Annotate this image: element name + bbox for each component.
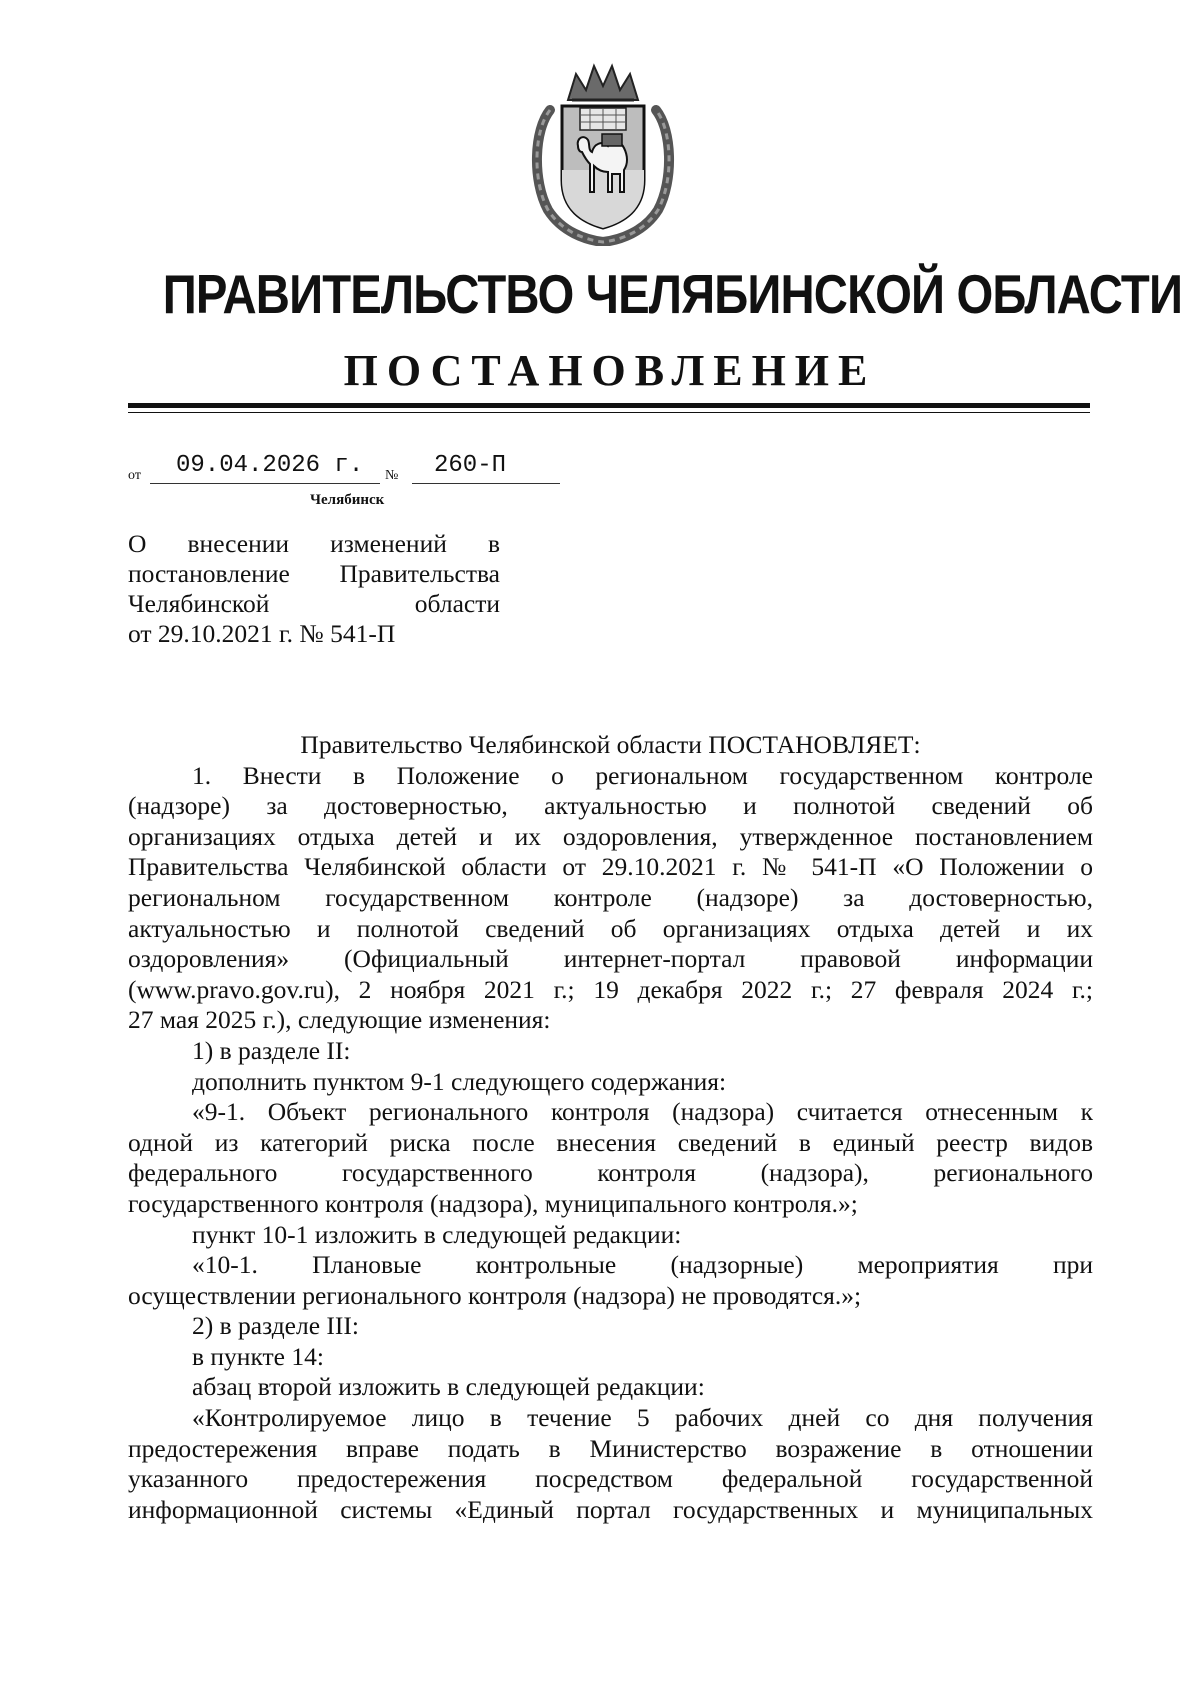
- subject-line: от 29.10.2021 г. № 541-П: [128, 619, 396, 648]
- body-line: предостережения вправе подать в Министерство возражение в отношении: [128, 1433, 1093, 1463]
- body-line: (www.pravo.gov.ru), 2 ноября 2021 г.; 19 декабря 2022 г.; 27 февраля 2024 г.;: [128, 974, 1093, 1004]
- number-label: №: [385, 468, 399, 483]
- subject-line: постановление Правительства: [128, 559, 500, 588]
- body-line: Правительства Челябинской области от 29.10.2021 г. № 541-П «О Положении о: [128, 852, 1093, 882]
- body-line: «Контролируемое лицо в течение 5 рабочих дней со дня получения: [192, 1403, 1093, 1433]
- body-line: организациях отдыха детей и их оздоровления, утвержденное постановлением: [128, 821, 1093, 851]
- document-subject: [128, 529, 500, 649]
- coat-of-arms-icon: [528, 60, 678, 246]
- header-rule-thin: [128, 412, 1090, 413]
- body-line: «9-1. Объект регионального контроля (надзора) считается отнесенным к: [192, 1097, 1093, 1127]
- body-line: в пункте 14:: [192, 1341, 324, 1371]
- subject-line: О внесении изменений в: [128, 529, 500, 558]
- body-line: 1. Внести в Положение о региональном государственном контроле: [192, 760, 1093, 790]
- body-line: федерального государственного контроля (надзора), регионального: [128, 1158, 1093, 1188]
- body-line: 1) в разделе II:: [192, 1035, 351, 1065]
- body-line: абзац второй изложить в следующей редакции:: [192, 1372, 705, 1402]
- body-line: региональном государственном контроле (надзоре) за достоверностью,: [128, 882, 1093, 912]
- body-line: одной из категорий риска после внесения сведений в единый реестр видов: [128, 1127, 1093, 1157]
- body-line: дополнить пунктом 9-1 следующего содержания:: [192, 1066, 727, 1096]
- body-line: 2) в разделе III:: [192, 1311, 359, 1341]
- body-line: актуальностью и полнотой сведений об организациях отдыха детей и их: [128, 913, 1093, 943]
- city: Челябинск: [310, 492, 385, 508]
- body-line: 27 мая 2025 г.), следующие изменения:: [128, 1005, 551, 1035]
- header-rule: [128, 403, 1090, 408]
- date-label: от: [128, 468, 141, 483]
- subject-line: Челябинской области: [128, 589, 500, 618]
- body-line: (надзоре) за достоверностью, актуальностью и полнотой сведений об: [128, 791, 1093, 821]
- body-line: оздоровления» (Официальный интернет-портал правовой информации: [128, 944, 1093, 974]
- document-body: [128, 730, 1093, 1525]
- body-line: государственного контроля (надзора), муниципального контроля.»;: [128, 1188, 858, 1218]
- body-line: «10-1. Плановые контрольные (надзорные) мероприятия при: [192, 1250, 1093, 1280]
- organization-title: ПРАВИТЕЛЬСТВО ЧЕЛЯБИНСКОЙ ОБЛАСТИ: [162, 263, 1183, 325]
- body-line: указанного предостережения посредством федеральной государственной: [128, 1464, 1093, 1494]
- body-line: осуществлении регионального контроля (надзора) не проводятся.»;: [128, 1280, 862, 1310]
- body-line: пункт 10-1 изложить в следующей редакции:: [192, 1219, 682, 1249]
- body-line: информационной системы «Единый портал государственных и муниципальных: [128, 1494, 1093, 1524]
- document-number: 260-П: [412, 452, 560, 484]
- document-date: 09.04.2026 г.: [150, 452, 380, 484]
- document-type: ПОСТАНОВЛЕНИЕ: [343, 346, 877, 395]
- preamble: Правительство Челябинской области ПОСТАНОВЛЯЕТ:: [300, 730, 921, 759]
